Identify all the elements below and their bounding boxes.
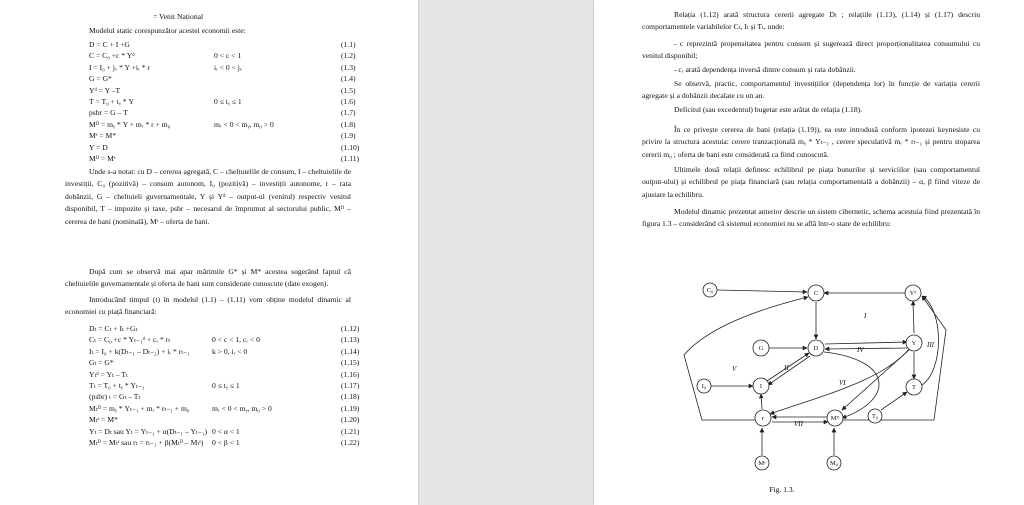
cybernetic-diagram: [594, 0, 1024, 505]
loop-label-2: II: [784, 364, 789, 372]
bullet-cr: - cᵣ arată dependența inversă dintre consum și rata dobânzii.: [674, 65, 856, 74]
svg-text:M₀: M₀: [829, 460, 839, 467]
svg-text:T₀: T₀: [871, 413, 879, 420]
dynamic-equation-number: (1.21): [341, 426, 360, 436]
equation-expr: C = C₀ +c * Yᵈ: [89, 51, 135, 61]
equation-number: (1.6): [341, 97, 356, 106]
equation-number: (1.3): [341, 62, 356, 72]
dynamic-equation-number: (1.14): [341, 346, 360, 356]
svg-text:T: T: [912, 384, 916, 391]
dynamic-equation-expr: Mₜᴰ = Mₜˢ sau rₜ = rₜ₋₁ + β(Mₜᴰ – Mₜˢ): [89, 438, 204, 447]
dynamic-equation-number: (1.13): [341, 335, 360, 345]
dynamic-equation-condition: mᵣ < 0 < mᵧ, m₀ > 0: [212, 403, 272, 413]
node-t: [906, 379, 922, 395]
paragraph-exogenous: După cum se observă mai apar mărimile G* și M* acestea sugerând faptul că cheltuielile guvernamentale și oferta de bani sunt considerate cunoscute (date exogen).: [65, 267, 351, 289]
node-t0: [868, 409, 882, 423]
loop-label-1: I: [864, 312, 867, 320]
node-c: [808, 285, 824, 301]
loop-label-5: V: [732, 365, 737, 373]
left-page: [0, 0, 418, 505]
top-line: = Venit Național: [153, 12, 204, 21]
svg-text:Mᴰ: Mᴰ: [830, 415, 840, 422]
loop-label-4: IV: [857, 346, 864, 354]
equation-condition: 0 ≤ tᵧ ≤ 1: [214, 97, 242, 106]
dynamic-equation-number: (1.22): [341, 438, 360, 447]
svg-text:C₀: C₀: [706, 287, 714, 294]
equation-condition: mᵣ < 0 < mᵧ, m₀ > 0: [214, 119, 274, 129]
dynamic-equation-expr: Yₜᵈ = Yₜ – Tₜ: [89, 369, 128, 379]
svg-text:I₀: I₀: [701, 383, 707, 390]
dynamic-equation-expr: (psbr) ₜ = Gₜ – Tₜ: [89, 392, 141, 402]
dynamic-equation-expr: Iₜ = I₀ + k(Dₜ₋₁ – Dₜ₋₂) + iᵣ * rₜ₋₁: [89, 346, 190, 356]
equation-number: (1.4): [341, 74, 356, 84]
equation-condition: 0 < c < 1: [214, 51, 242, 61]
right-page: [594, 0, 1024, 505]
dynamic-equation-condition: 0 < α < 1: [212, 426, 240, 436]
equation-number: (1.5): [341, 85, 356, 95]
paragraph-relation: Relația (1.12) arată structura cererii agregate Dₜ ; relațiile (1.13), (1.14) și (1.17) descriu comportamentele variabilelor Cₜ, Iₜ și Tₜ, unde:: [642, 10, 980, 32]
svg-text:Y: Y: [911, 340, 917, 347]
dynamic-equation-number: (1.17): [341, 381, 360, 390]
svg-text:Mˢ: Mˢ: [758, 460, 766, 467]
node-i0: [697, 379, 711, 393]
node-g: [753, 340, 769, 356]
equation-expr: Mᴰ = mᵧ * Y + mᵣ * r + m₀: [89, 119, 171, 129]
dynamic-equation-condition: k > 0, iᵣ < 0: [212, 346, 248, 356]
svg-text:G: G: [758, 345, 764, 352]
dynamic-equation-condition: 0 < c < 1, cᵣ < 0: [212, 335, 260, 345]
svg-text:Yᵈ: Yᵈ: [909, 290, 917, 297]
paragraph-notation: Unde s-a notat: cu D – cererea agregată, C – cheltuielile de consum, I – cheltuielile de investiții, C₀ (pozitivă) – consum autonom, I₀ (pozitivă) – investiții autonome, r – rata dobânzii, G – cheltuieli guvernamentale, Y și Yᵈ – output-ul (venitul) respectiv venitul disponibil, T – impozite și taxe, psbr – necesarul de împrumut al sectorului public, Mᴰ – cererea de bani (nominală), Mˢ – oferta de bani.: [65, 167, 351, 226]
equation-number: (1.10): [341, 142, 360, 152]
node-c0: [703, 283, 717, 297]
equation-expr: D = C + I +G: [89, 40, 130, 49]
paragraph-deficit: Deficitul (sau excedentul) bugetar este arătat de relația (1.18).: [674, 105, 863, 114]
equation-expr: T = T₀ + tᵧ * Y: [89, 97, 135, 106]
dynamic-equation-expr: Tₜ = T₀ + tᵧ * Yₜ₋₁: [89, 381, 145, 390]
dynamic-equation-number: (1.12): [341, 324, 360, 333]
intro-text: Modelul static corespunzător acestei economii este:: [89, 26, 246, 35]
bullet-c: - c reprezintă propensitatea pentru consum și sugerează direct proporționalitatea consumului cu venitul disponibil;: [642, 39, 980, 61]
equation-condition: iᵣ < 0 < jᵥ: [214, 62, 243, 72]
equation-number: (1.7): [341, 108, 356, 118]
svg-text:r: r: [761, 415, 765, 422]
svg-text:I: I: [759, 383, 763, 390]
loop-label-3: III: [927, 341, 934, 349]
equation-number: (1.2): [341, 51, 356, 61]
paragraph-investments: Se observă, practic, comportamentul investițiilor (dependența lor) în funcție de variația cererii agregate și a dobânzii decalate cu un an.: [642, 79, 980, 101]
node-m0: [827, 456, 841, 470]
equation-expr: I = I₀ + jᵥ * Y +iᵣ * r: [89, 62, 150, 72]
dynamic-equation-number: (1.18): [341, 392, 360, 402]
dynamic-equation-expr: Dₜ = Cₜ + Iₜ +Gₜ: [89, 324, 138, 333]
dynamic-equation-condition: 0 ≤ tᵧ ≤ 1: [212, 381, 240, 390]
equation-expr: Yᵈ = Y –T: [89, 85, 121, 95]
dynamic-equation-condition: 0 < β < 1: [212, 438, 240, 447]
figure-1-3: [594, 0, 1024, 505]
equation-expr: Y = D: [89, 142, 108, 152]
node-i: [753, 378, 769, 394]
equation-number: (1.8): [341, 119, 356, 129]
equation-expr: Mᴰ = Mˢ: [89, 154, 116, 163]
dynamic-equation-expr: Mₜˢ = M*: [89, 415, 118, 425]
equation-expr: psbr = G – T: [89, 108, 128, 118]
dynamic-equation-number: (1.15): [341, 358, 360, 368]
dynamic-equation-expr: Gₜ = G*: [89, 358, 114, 368]
equation-number: (1.1): [341, 40, 356, 49]
dynamic-equation-number: (1.20): [341, 415, 360, 425]
figure-caption: Fig. 1.3.: [769, 485, 795, 494]
node-md: [827, 410, 843, 426]
dynamic-equation-number: (1.16): [341, 369, 360, 379]
node-r: [755, 410, 771, 426]
node-ms: [755, 456, 769, 470]
svg-text:C: C: [813, 290, 819, 297]
paragraph-dynamic-intro: Introducând timpul (t) în modelul (1.1) – (1.11) vom obține modelul dinamic al economiei cu piață financiară:: [65, 295, 351, 317]
dynamic-equation-expr: Mₜᴰ = mᵧ * Yₜ₋₁ + mᵣ * rₜ₋₁ + m₀: [89, 403, 190, 413]
paragraph-money-demand: În ce privește cererea de bani (relația (1.19)), ea este introdusă conform ipotezei keynesiste cu privire la structura acestuia: cerere tranzacțională mᵧ * Yₜ₋₁ , cerere speculativă mᵣ * rₜ₋₁ și pentru stoparea cererii m₀ ; oferta de bani este considerată ca fiind cunoscută.: [642, 125, 980, 159]
paragraph-cybernetic: Modelul dinamic prezentat anterior descrie un sistem cibernetic, schema acestuia fiind prezentată în figura 1.3 – considerând că sistemul economiei nu se află într-o stare de echilibru:: [642, 207, 980, 229]
loop-label-7: VII: [794, 420, 803, 428]
svg-text:D: D: [813, 345, 819, 352]
dynamic-equation-number: (1.19): [341, 403, 360, 413]
equation-number: (1.11): [341, 154, 360, 163]
dynamic-equation-expr: Yₜ = Dₜ sau Yₜ = Yₜ₋₁ + α(Dₜ₋₁ – Yₜ₋₁): [89, 426, 208, 436]
equation-number: (1.9): [341, 131, 356, 141]
node-d: [808, 340, 824, 356]
dynamic-equation-expr: Cₜ = C₀ +c * Yₜ₋₁ᵈ + cᵣ * rₜ: [89, 335, 171, 345]
equation-expr: G = G*: [89, 74, 112, 84]
equation-expr: Mˢ = M*: [89, 131, 116, 141]
node-yd: [905, 285, 921, 301]
paragraph-equilibrium: Ultimele două relații definesc echilibrul pe piața bunurilor și serviciilor (sau comportamentul output-ului) și echilibrul pe piața financiară (sau relația comportamentală a dobânzii) – α, β fiind viteze de ajustare la echilibru.: [642, 165, 980, 199]
node-y: [906, 335, 922, 351]
loop-label-6: VI: [839, 379, 846, 387]
